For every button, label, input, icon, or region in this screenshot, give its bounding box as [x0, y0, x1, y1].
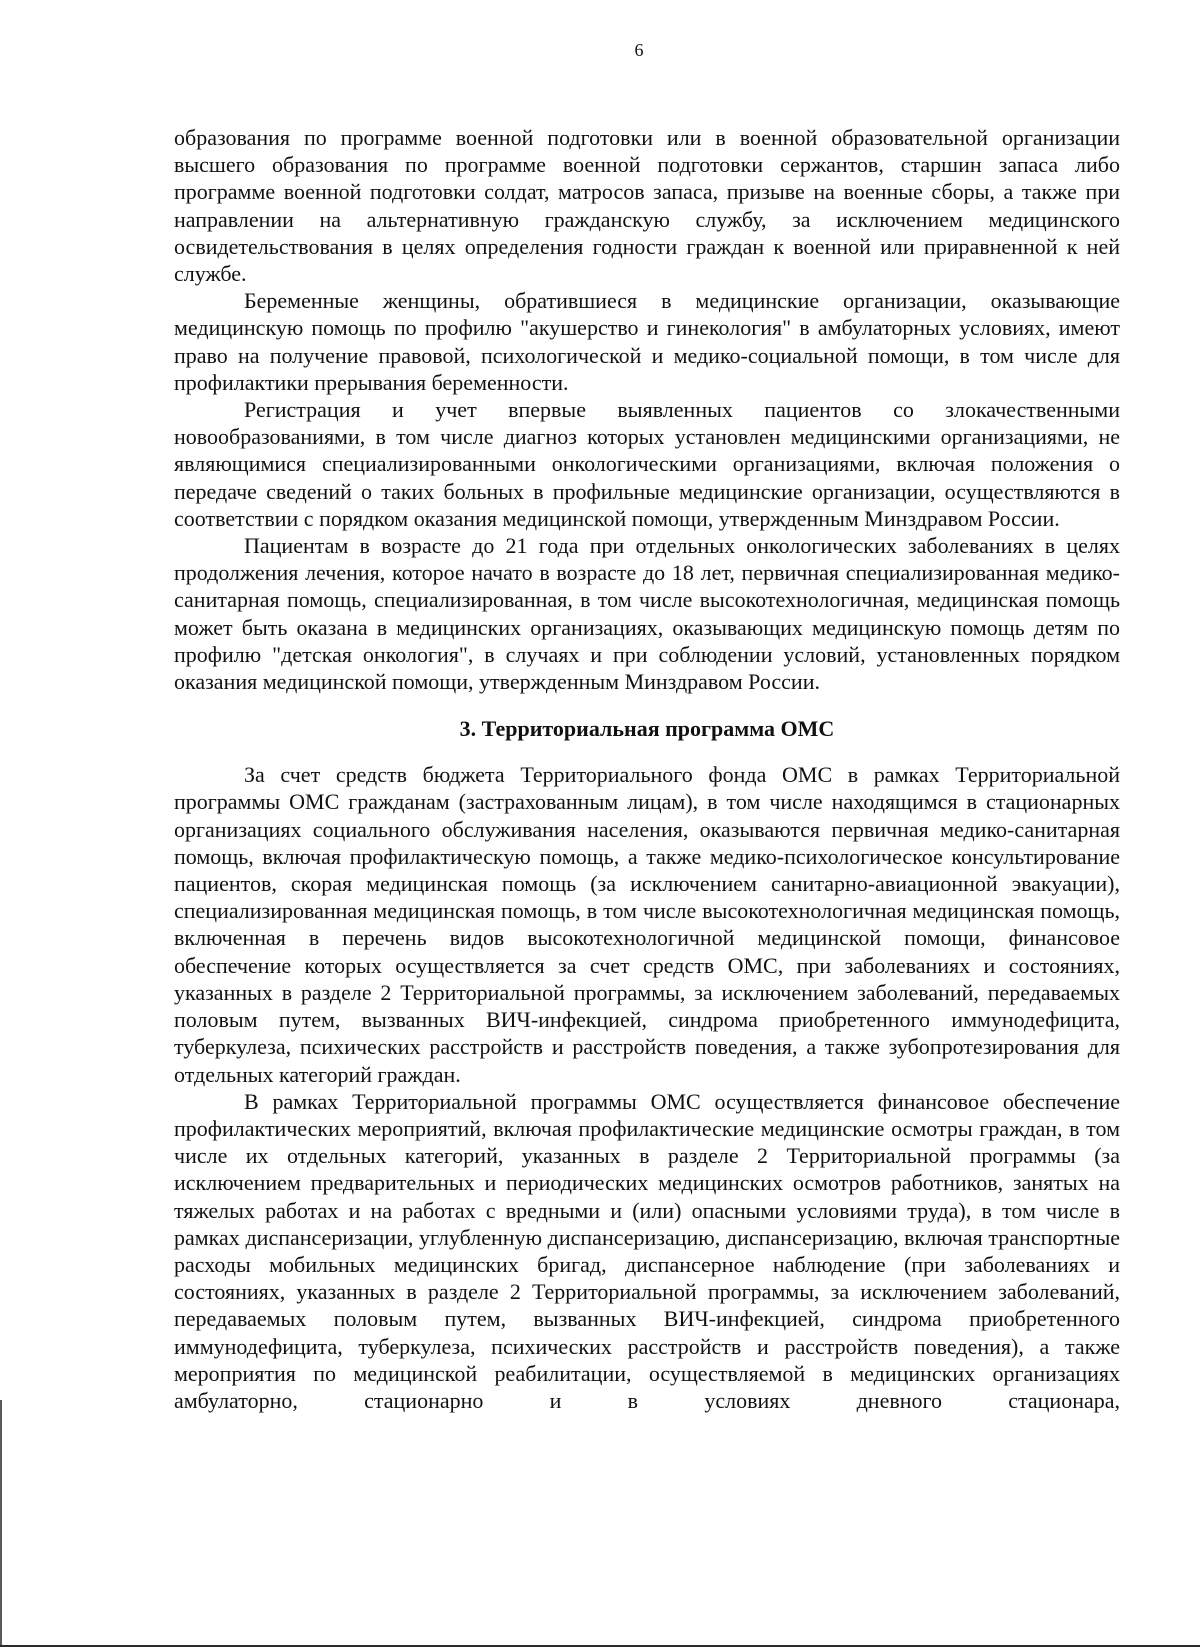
document-body [174, 124, 1120, 1414]
paragraph-oms-funded-care: За счет средств бюджета Территориального фонда ОМС в рамках Территориальной программы ОМС гражданам (застрахованным лицам), в том числе находящимся в стационарных организациях социального обслуживания населения, оказываются первичная медико-санитарная помощь, включая профилактическую помощь, а также медико-психологическое консультирование пациентов, скорая медицинская помощь (за исключением санитарно-авиационной эвакуации), специализированная медицинская помощь, в том числе высокотехнологичная медицинская помощь, включенная в перечень видов высокотехнологичной медицинской помощи, финансовое обеспечение которых осуществляется за счет средств ОМС, при заболеваниях и состояниях, указанных в разделе 2 Территориальной программы, за исключением заболеваний, передаваемых половым путем, вызванных ВИЧ-инфекцией, синдрома приобретенного иммунодефицита, туберкулеза, психических расстройств и расстройств поведения, а также зубопротезирования для отдельных категорий граждан. [174, 762, 1120, 1087]
paragraph-oms-preventive-measures: В рамках Территориальной программы ОМС осуществляется финансовое обеспечение профилактических мероприятий, включая профилактические медицинские осмотры граждан, в том числе их отдельных категорий, указанных в разделе 2 Территориальной программы (за исключением предварительных и периодических медицинских осмотров работников, занятых на тяжелых работах и на работах с вредными и (или) опасными условиями труда), в том числе в рамках диспансеризации, углубленную диспансеризацию, диспансеризацию, включая транспортные расходы мобильных медицинских бригад, диспансерное наблюдение (при заболеваниях и состояниях, указанных в разделе 2 Территориальной программы, за исключением заболеваний, передаваемых половым путем, вызванных ВИЧ-инфекцией, синдрома приобретенного иммунодефицита, туберкулеза, психических расстройств и расстройств поведения), а также мероприятия по медицинской реабилитации, осуществляемой в медицинских организациях амбулаторно, стационарно и в условиях дневного стационара, [174, 1088, 1120, 1413]
scan-edge-left [0, 1400, 2, 1647]
page-number: 6 [634, 40, 644, 60]
section-territorial-program [174, 715, 1120, 1414]
paragraph-patients-under-21: Пациентам в возрасте до 21 года при отдельных онкологических заболеваниях в целях продолжения лечения, которое начато в возрасте до 18 лет, первичная специализированная медико-санитарная помощь, специализированная, в том числе высокотехнологичная, медицинская помощь может быть оказана в медицинских организациях, оказывающих медицинскую помощь детям по профилю "детская онкология", в случаях и при соблюдении условий, установленных порядком оказания медицинской помощи, утвержденным Минздравом России. [174, 533, 1120, 695]
paragraph-continuation-military-training: образования по программе военной подготовки или в военной образовательной организации высшего образования по программе военной подготовки сержантов, старшин запаса либо программе военной подготовки солдат, матросов запаса, призыве на военные сборы, а также при направлении на альтернативную гражданскую службу, за исключением медицинского освидетельствования в целях определения годности граждан к военной или приравненной к ней службе. [174, 125, 1120, 287]
paragraph-pregnant-women: Беременные женщины, обратившиеся в медицинские организации, оказывающие медицинскую помощь по профилю "акушерство и гинекология" в амбулаторных условиях, имеют право на получение правовой, психологической и медико-социальной помощи, в том числе для профилактики прерывания беременности. [174, 288, 1120, 395]
paragraph-oncology-registration: Регистрация и учет впервые выявленных пациентов со злокачественными новообразованиями, в том числе диагноз которых установлен медицинскими организациями, не являющимися специализированными онкологическими организациями, включая положения о передаче сведений о таких больных в профильные медицинские организации, осуществляются в соответствии с порядком оказания медицинской помощи, утвержденным Минздравом России. [174, 397, 1120, 531]
section-heading: 3. Территориальная программа ОМС [459, 716, 835, 742]
